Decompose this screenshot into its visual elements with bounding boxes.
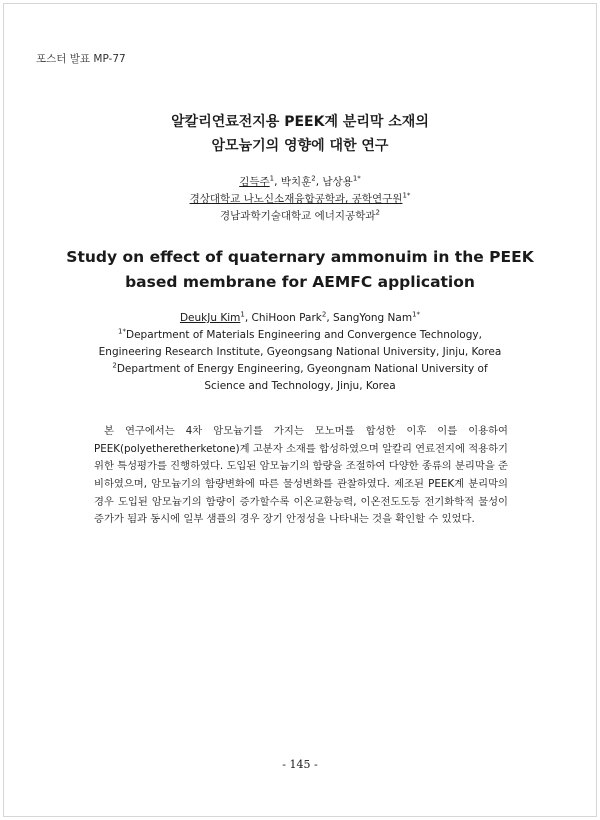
english-author-sep: ,: [244, 312, 252, 324]
korean-title-line2: 암모늄기의 영향에 대한 연구: [211, 138, 389, 154]
korean-author-3: 남상용: [322, 176, 353, 188]
english-author-sep: ,: [326, 312, 334, 324]
english-author-2: ChiHoon Park: [251, 312, 322, 324]
korean-affiliation-1-sup: 1*: [402, 191, 411, 200]
english-author-block: [90, 310, 510, 395]
english-author-3-sup: 1*: [412, 310, 421, 319]
english-author-2-sup: 2: [321, 310, 327, 319]
english-title-line1: Study on effect of quaternary ammonuim in the PEEK: [66, 248, 534, 266]
english-author-list: [90, 310, 510, 327]
abstract-paragraph: 본 연구에서는 4차 암모늄기를 가지는 모노머를 합성한 이후 이를 이용하여 PEEK(polyetheretherketone)계 고분자 소재를 합성하였으며 알칼리 연료전지에 적용하기 위한 특성평가를 진행하였다. 도입된 암모늄기의 함량을 조절하여 다양한 종류의 분리막을 준비하였으며, 암모늄기의 함량변화에 따른 물성변화를 관찰하였다. 제조된 PEEK계 분리막의 경우 도입된 암모늄기의 함량이 증가할수록 이온교환능력, 이온전도도등 전기화학적 물성이 증가가 됨과 동시에 일부 샘플의 경우 장기 안정성을 나타내는 것을 확인할 수 있었다.: [94, 425, 508, 526]
english-affiliation-1-line2: Engineering Research Institute, Gyeongsang National University, Jinju, Korea: [98, 346, 502, 358]
korean-author-block: [0, 174, 600, 225]
english-affiliation-1-line1: [90, 327, 510, 344]
korean-author-1-sup: 1: [269, 174, 275, 183]
english-affiliation-2-line1: [90, 361, 510, 378]
english-affiliation-2-line2: Science and Technology, Jinju, Korea: [204, 380, 396, 392]
korean-affiliation-2: [0, 208, 600, 225]
korean-author-list: [0, 174, 600, 191]
poster-session-tag: 포스터 발표 MP-77: [36, 53, 126, 65]
korean-author-sep: ,: [274, 176, 281, 188]
english-affiliation-1-text1: Department of Materials Engineering and Convergence Technology,: [126, 329, 482, 341]
english-title-line2: based membrane for AEMFC application: [125, 273, 475, 291]
english-author-1: DeukJu Kim: [179, 312, 241, 324]
korean-author-sep: ,: [315, 176, 323, 188]
korean-affiliation-1-text: 경상대학교 나노신소재융합공학과, 공학연구원: [189, 193, 403, 205]
english-title: [0, 245, 600, 295]
english-author-3: SangYong Nam: [333, 312, 413, 324]
korean-affiliation-1: [0, 191, 600, 208]
page-number: - 145 -: [282, 758, 318, 771]
english-affiliation-2-sup: 2: [112, 361, 117, 370]
english-affiliation-2-text1: Department of Energy Engineering, Gyeongnam National University of: [116, 363, 488, 375]
english-affiliation-1-sup: 1*: [118, 327, 126, 336]
korean-affiliation-2-sup: 2: [375, 208, 380, 217]
korean-author-1: 김득주: [239, 176, 270, 188]
korean-author-3-sup: 1*: [352, 174, 361, 183]
korean-title-line1: 알칼리연료전지용 PEEK계 분리막 소재의: [171, 114, 429, 130]
korean-author-2: 박치훈: [280, 176, 312, 188]
english-author-1-sup: 1: [240, 310, 245, 319]
korean-affiliation-2-text: 경남과학기술대학교 에너지공학과: [220, 210, 376, 222]
korean-title: [0, 110, 600, 158]
korean-author-2-sup: 2: [311, 174, 316, 183]
